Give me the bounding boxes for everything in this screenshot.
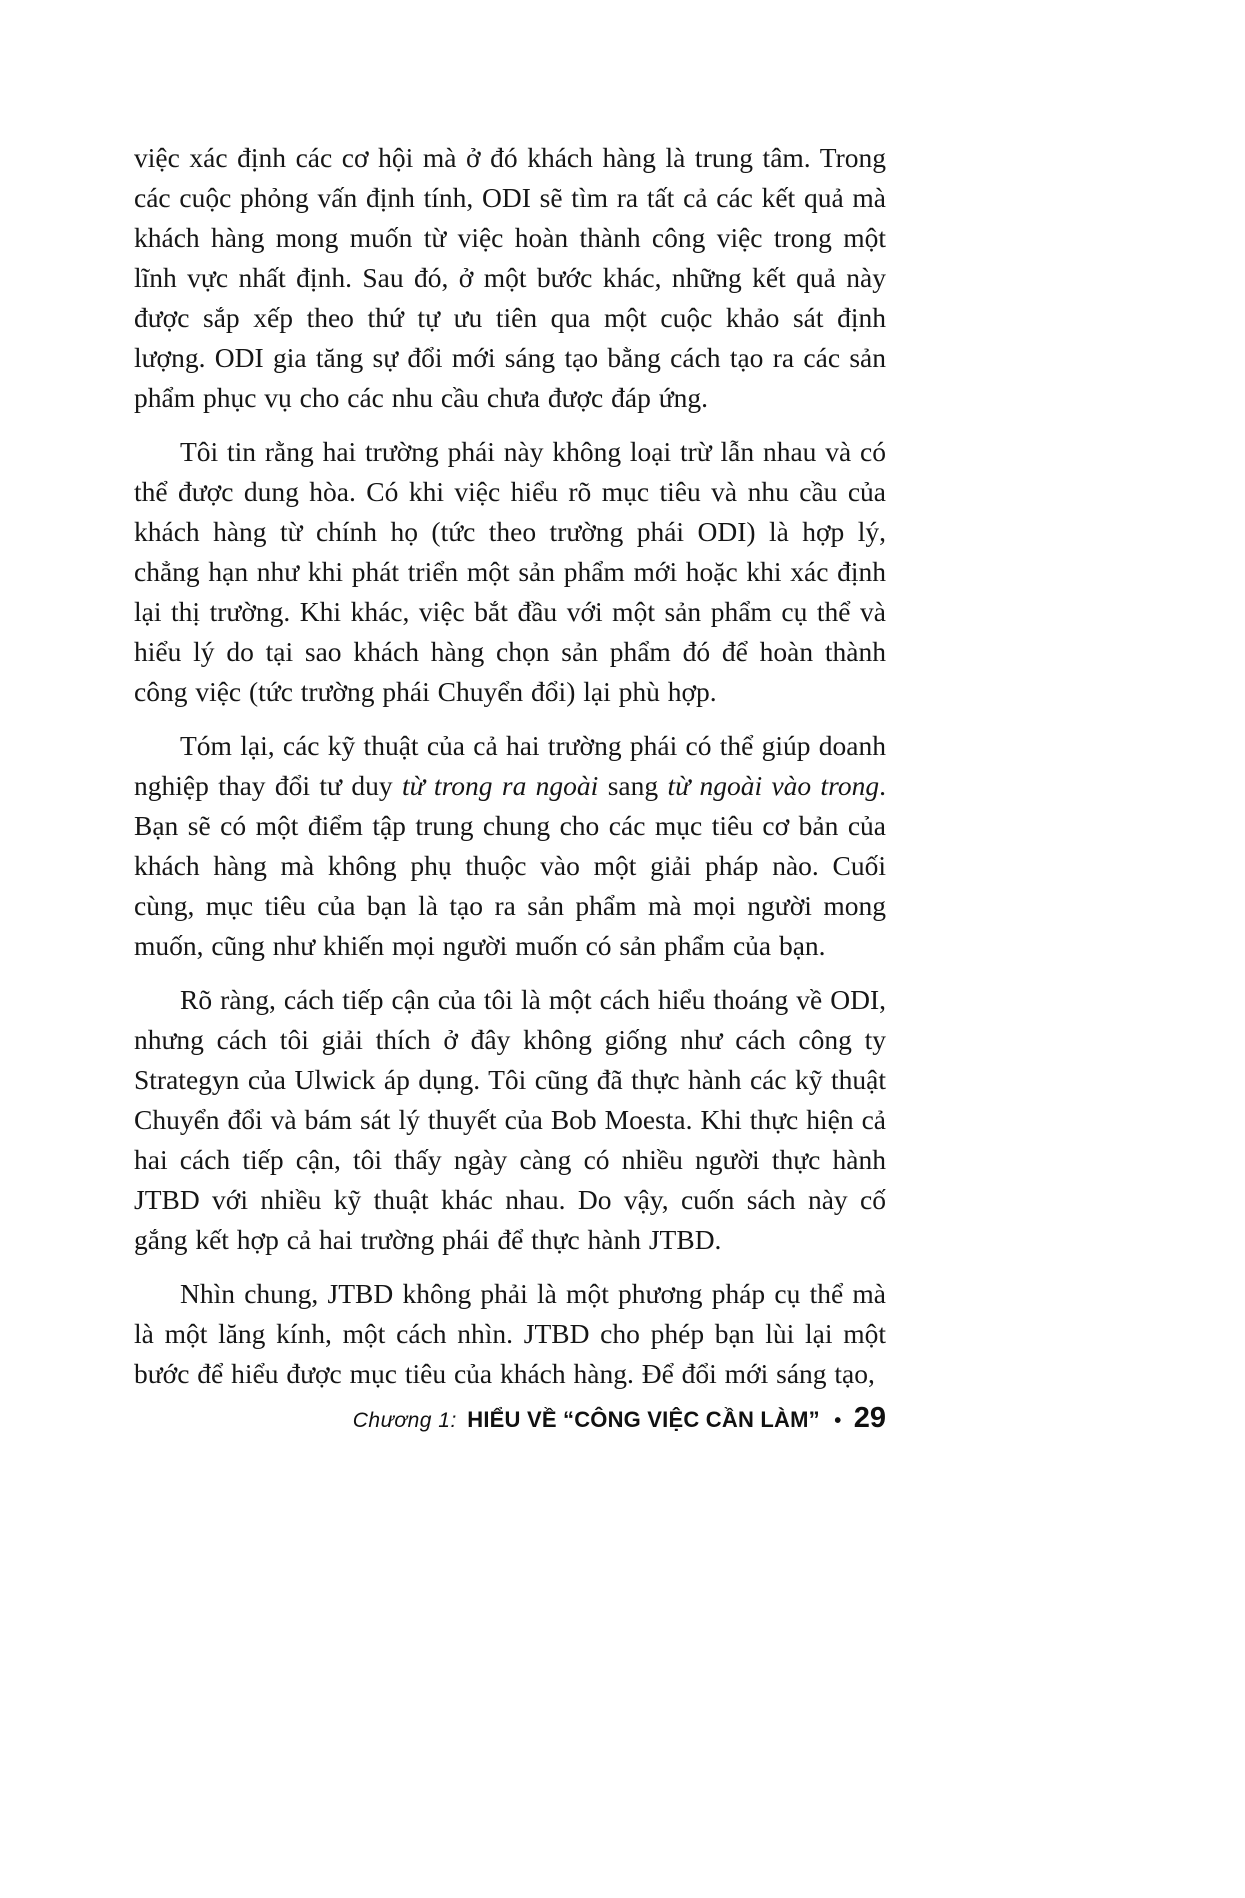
page-number: 29 xyxy=(853,1402,886,1434)
chapter-label: Chương 1: xyxy=(352,1409,457,1432)
page-footer xyxy=(134,1402,886,1435)
paragraph: Tôi tin rằng hai trường phái này không loại trừ lẫn nhau và có thể được dung hòa. Có khi việc hiểu rõ mục tiêu và nhu cầu của khách hàng từ chính họ (tức theo trường phái ODI) là hợp lý, chẳng hạn như khi phát triển một sản phẩm mới hoặc khi xác định lại thị trường. Khi khác, việc bắt đầu với một sản phẩm cụ thể và hiểu lý do tại sao khách hàng chọn sản phẩm đó để hoàn thành công việc (tức trường phái Chuyển đổi) lại phù hợp. xyxy=(134,436,886,707)
italic-phrase: từ trong ra ngoài xyxy=(401,770,599,801)
paragraph-continuation: việc xác định các cơ hội mà ở đó khách hàng là trung tâm. Trong các cuộc phỏng vấn định tính, ODI sẽ tìm ra tất cả các kết quả mà khách hàng mong muốn từ việc hoàn thành công việc trong một lĩnh vực nhất định. Sau đó, ở một bước khác, những kết quả này được sắp xếp theo thứ tự ưu tiên qua một cuộc khảo sát định lượng. ODI gia tăng sự đổi mới sáng tạo bằng cách tạo ra các sản phẩm phục vụ cho các nhu cầu chưa được đáp ứng. xyxy=(134,142,886,413)
paragraph-text: . Bạn sẽ có một điểm tập trung chung cho các mục tiêu cơ bản của khách hàng mà không phụ thuộc vào một giải pháp nào. Cuối cùng, mục tiêu của bạn là tạo ra sản phẩm mà mọi người mong muốn, cũng như khiến mọi người muốn có sản phẩm của bạn. xyxy=(134,770,886,961)
paragraph-with-italics xyxy=(134,726,886,966)
body-text xyxy=(134,138,886,1394)
italic-phrase: từ ngoài vào trong xyxy=(667,770,880,801)
paragraph-text: sang xyxy=(598,770,668,801)
footer-bullet: • xyxy=(834,1410,842,1432)
paragraph-text: Tóm lại, các kỹ thuật của cả hai trường phái có thể giúp doanh nghiệp thay đổi tư duy xyxy=(134,730,886,801)
paragraph: Rõ ràng, cách tiếp cận của tôi là một cách hiểu thoáng về ODI, nhưng cách tôi giải thích ở đây không giống như cách công ty Strategyn của Ulwick áp dụng. Tôi cũng đã thực hành các kỹ thuật Chuyển đổi và bám sát lý thuyết của Bob Moesta. Khi thực hiện cả hai cách tiếp cận, tôi thấy ngày càng có nhiều người thực hành JTBD với nhiều kỹ thuật khác nhau. Do vậy, cuốn sách này cố gắng kết hợp cả hai trường phái để thực hành JTBD. xyxy=(134,984,886,1255)
chapter-title: HIỂU VỀ “CÔNG VIỆC CẦN LÀM” xyxy=(467,1407,820,1432)
paragraph: Nhìn chung, JTBD không phải là một phương pháp cụ thể mà là một lăng kính, một cách nhìn. JTBD cho phép bạn lùi lại một bước để hiểu được mục tiêu của khách hàng. Để đổi mới sáng tạo, xyxy=(134,1278,886,1389)
